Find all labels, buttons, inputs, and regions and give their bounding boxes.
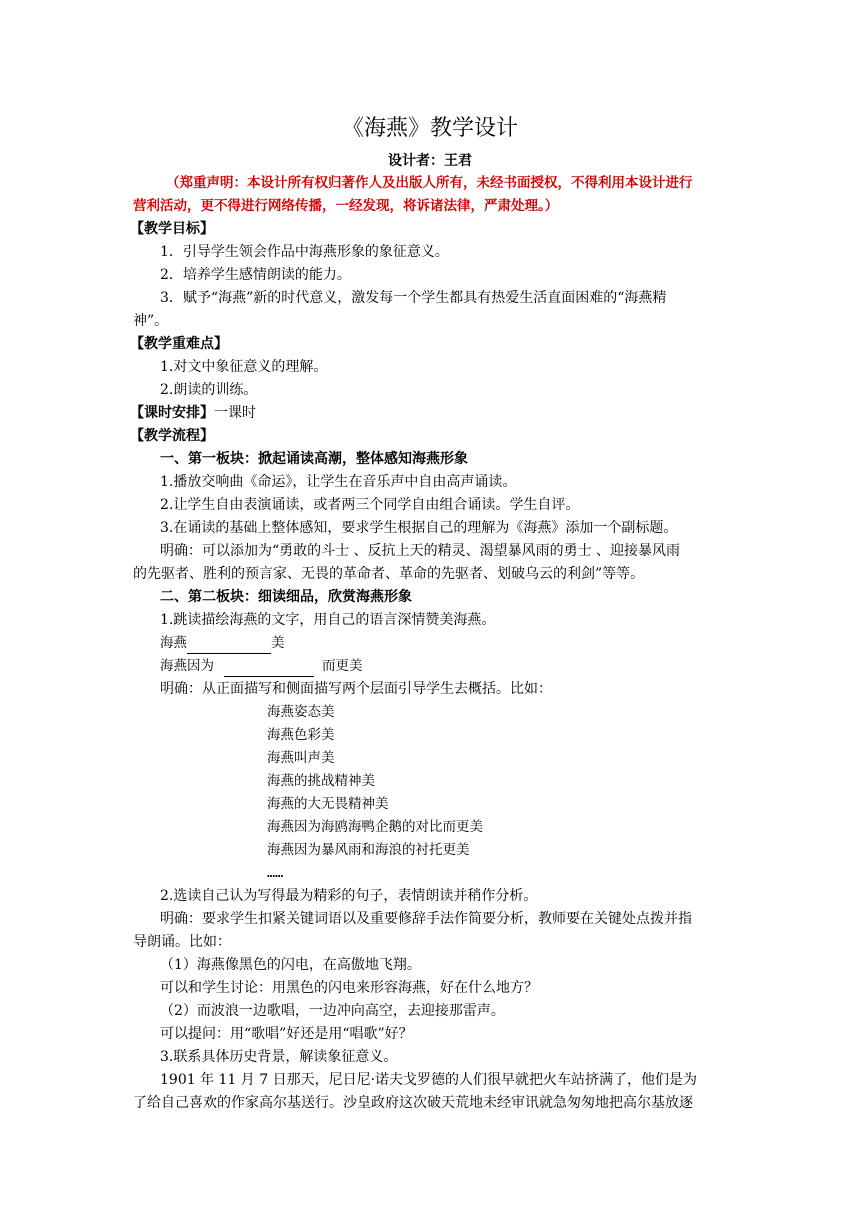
- block-2-item-3: 3.联系具体历史背景，解读象征意义。: [160, 1049, 398, 1065]
- schedule-line: [130, 402, 256, 424]
- page-title: 《海燕》教学设计: [341, 116, 518, 141]
- block-2-item-1: 1.跳读描绘海燕的文字，用自己的语言深情赞美海燕。: [160, 612, 496, 628]
- block-2-clarify: 明确：从正面描写和侧面描写两个层面引导学生去概括。比如：: [160, 681, 552, 697]
- block-1-clarify-line-2: 的先驱者、胜利的预言家、无畏的革命者、革命的先驱者、划破乌云的利剑”等等。: [133, 566, 645, 582]
- section-heading-schedule: 【课时安排】: [130, 405, 214, 421]
- block-1-heading: 一、第一板块：掀起诵读高潮，整体感知海燕形象: [160, 451, 468, 467]
- example-item-ellipsis: ……: [267, 865, 284, 881]
- copyright-notice-line-1: （郑重声明：本设计所有权归著作人及出版人所有，未经书面授权，不得利用本设计进行: [166, 175, 693, 191]
- key-point-item-2: 2.朗读的训练。: [160, 382, 258, 398]
- section-heading-key-points: 【教学重难点】: [130, 336, 228, 352]
- fill-2-suffix: 而更美: [322, 658, 363, 674]
- block-1-item-3: 3.在诵读的基础上整体感知，要求学生根据自己的理解为《海燕》添加一个副标题。: [160, 520, 678, 536]
- schedule-value: 一课时: [214, 405, 256, 421]
- key-point-item-1: 1.对文中象征意义的理解。: [160, 359, 328, 375]
- goal-item-1: 1．引导学生领会作品中海燕形象的象征意义。: [160, 244, 449, 260]
- example-sentence-1: （1）海燕像黑色的闪电，在高傲地飞翔。: [160, 957, 421, 973]
- example-sentence-1-note: 可以和学生讨论：用黑色的闪电来形容海燕，好在什么地方？: [160, 980, 538, 996]
- fill-1-blank: [187, 637, 271, 654]
- goal-item-3-line-2: 神”。: [133, 313, 169, 329]
- block-2-clarify-2-line-1: 明确：要求学生扣紧关键词语以及重要修辞手法作简要分析，教师要在关键处点拨并指: [160, 911, 692, 927]
- section-heading-goals: 【教学目标】: [130, 221, 214, 237]
- copyright-notice-line-2: 营利活动，更不得进行网络传播，一经发现，将诉诸法律，严肃处理。）: [133, 198, 559, 214]
- example-item: 海燕的大无畏精神美: [267, 796, 389, 812]
- fill-2-prefix: 海燕因为: [160, 658, 214, 674]
- goal-item-2: 2．培养学生感情朗读的能力。: [160, 267, 351, 283]
- example-item: 海燕叫声美: [267, 750, 335, 766]
- fill-in-line-1: [160, 632, 285, 654]
- history-paragraph-line-2: 了给自己喜欢的作家高尔基送行。沙皇政府这次破天荒地未经审讯就急匆匆地把高尔基放逐: [133, 1095, 693, 1111]
- fill-in-line-2: [160, 655, 363, 677]
- example-sentence-2-note: 可以提问：用“歌唱”好还是用“唱歌”好？: [160, 1026, 413, 1042]
- history-paragraph-line-1: 1901 年 11 月 7 日那天，尼日尼·诺夫戈罗德的人们很早就把火车站挤满了，他们是为: [160, 1072, 698, 1088]
- example-item: 海燕因为海鸥海鸭企鹅的对比而更美: [267, 819, 483, 835]
- author-line: 设计者：王君: [388, 153, 472, 169]
- example-item: 海燕姿态美: [267, 704, 335, 720]
- fill-1-suffix: 美: [271, 635, 285, 651]
- example-item: 海燕因为暴风雨和海浪的衬托更美: [267, 842, 470, 858]
- fill-1-prefix: 海燕: [160, 635, 187, 651]
- block-1-item-2: 2.让学生自由表演诵读，或者两三个同学自由组合诵读。学生自评。: [160, 497, 580, 513]
- block-1-clarify-line-1: 明确：可以添加为“勇敢的斗士 、反抗上天的精灵、渴望暴风雨的勇士 、迎接暴风雨: [160, 543, 681, 559]
- block-1-item-1: 1.播放交响曲《命运》，让学生在音乐声中自由高声诵读。: [160, 474, 517, 490]
- block-2-clarify-2-line-2: 导朗诵。比如：: [133, 934, 231, 950]
- example-sentence-2: （2）而波浪一边歌唱，一边冲向高空，去迎接那雷声。: [160, 1003, 505, 1019]
- example-item: 海燕的挑战精神美: [267, 773, 375, 789]
- example-item: 海燕色彩美: [267, 727, 335, 743]
- block-2-item-2: 2.选读自己认为写得最为精彩的句子，表情朗读并稍作分析。: [160, 888, 538, 904]
- block-2-heading: 二、第二板块：细读细品，欣赏海燕形象: [160, 589, 412, 605]
- goal-item-3-line-1: 3．赋予“海燕”新的时代意义，激发每一个学生都具有热爱生活直面困难的“海燕精: [160, 290, 667, 306]
- fill-2-blank: [224, 660, 314, 677]
- section-heading-process: 【教学流程】: [130, 428, 214, 444]
